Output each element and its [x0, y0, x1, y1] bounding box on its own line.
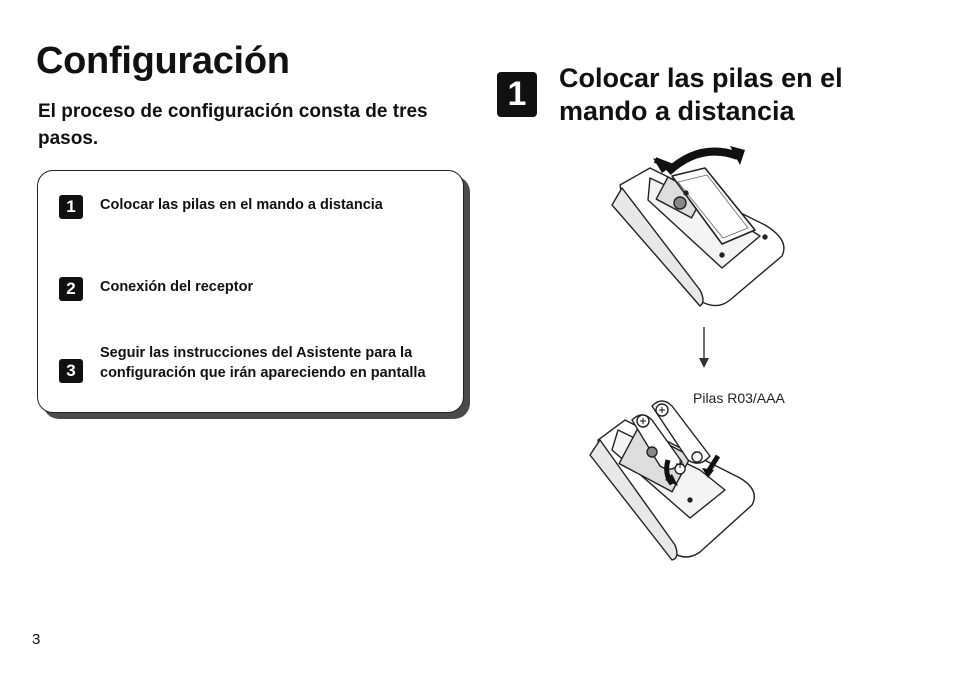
step-number-badge: 1 — [59, 195, 83, 219]
section-heading: Colocar las pilas en el mando a distancia — [559, 63, 843, 126]
page-title: Configuración — [36, 40, 290, 82]
step-number-badge: 2 — [59, 277, 83, 301]
arrow-down-icon — [699, 327, 709, 368]
remote-open-cover-illustration — [612, 168, 784, 306]
step-label: Conexión del receptor — [100, 279, 254, 295]
page-subtitle: El proceso de configuración consta de tres pasos. — [38, 101, 428, 149]
step-number-badge: 3 — [59, 359, 83, 383]
section-number-badge: 1 — [497, 72, 537, 117]
step-label: Colocar las pilas en el mando a distancia — [100, 197, 383, 213]
step-label: Seguir las instrucciones del Asistente para la configuración que irán apareciendo en pantalla — [100, 345, 426, 381]
battery-type-label: Pilas R03/AAA — [693, 390, 785, 406]
page-number: 3 — [32, 631, 41, 648]
